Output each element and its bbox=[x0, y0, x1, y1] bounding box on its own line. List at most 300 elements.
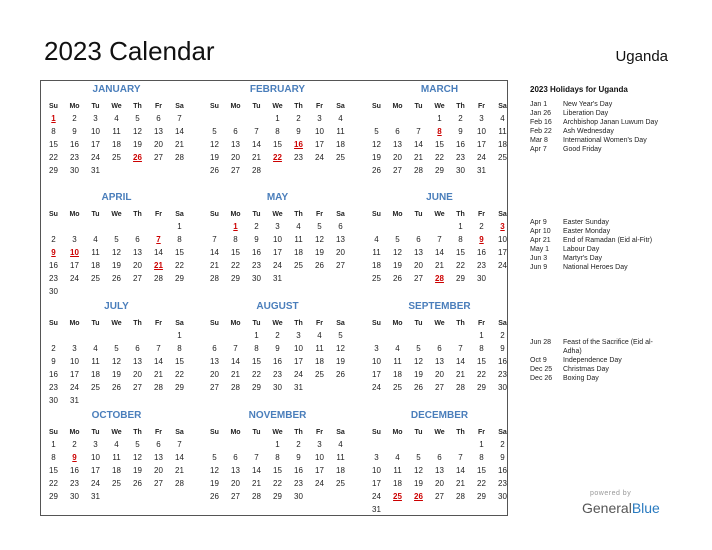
empty-day bbox=[408, 220, 429, 233]
day-cell: 21 bbox=[175, 140, 184, 149]
day-cell: 14 bbox=[435, 248, 444, 257]
day-cell: 17 bbox=[70, 261, 79, 270]
day-cell: 6 bbox=[233, 453, 238, 462]
day-cell: 3 bbox=[374, 344, 379, 353]
empty-day bbox=[43, 329, 64, 342]
day-cell: 7 bbox=[177, 114, 182, 123]
day-cell: 6 bbox=[437, 344, 442, 353]
day-cell: 25 bbox=[112, 153, 121, 162]
day-cell: 21 bbox=[435, 261, 444, 270]
day-cell: 27 bbox=[435, 492, 444, 501]
day-cell: 28 bbox=[154, 383, 163, 392]
empty-day bbox=[43, 220, 64, 233]
holiday-row bbox=[530, 136, 670, 145]
day-cell: 17 bbox=[273, 248, 282, 257]
weekday-label: Th bbox=[133, 103, 142, 110]
day-cell: 24 bbox=[70, 383, 79, 392]
day-cell: 16 bbox=[49, 370, 58, 379]
day-cell: 18 bbox=[315, 357, 324, 366]
day-cell: 2 bbox=[72, 114, 77, 123]
day-cell: 4 bbox=[93, 344, 98, 353]
day-cell: 23 bbox=[70, 479, 79, 488]
weekday-label: Sa bbox=[336, 320, 345, 327]
day-cell: 30 bbox=[70, 166, 79, 175]
weekday-label: Mo bbox=[230, 429, 241, 436]
empty-day bbox=[246, 438, 267, 451]
day-cell: 20 bbox=[210, 370, 219, 379]
month-november bbox=[204, 410, 351, 503]
weekday-label: We bbox=[272, 211, 283, 218]
day-cell: 16 bbox=[498, 466, 507, 475]
weekday-label: Sa bbox=[498, 103, 507, 110]
holiday-row bbox=[530, 263, 670, 272]
weekday-header bbox=[366, 427, 513, 438]
days-grid bbox=[43, 220, 190, 298]
weekday-header bbox=[204, 209, 351, 220]
holiday-name: Christmas Day bbox=[563, 366, 609, 373]
day-cell: 13 bbox=[435, 357, 444, 366]
day-cell: 12 bbox=[133, 453, 142, 462]
day-cell: 6 bbox=[212, 344, 217, 353]
day-cell: 10 bbox=[477, 127, 486, 136]
day-cell: 5 bbox=[212, 453, 217, 462]
day-cell: 27 bbox=[133, 383, 142, 392]
weekday-label: Th bbox=[294, 211, 303, 218]
empty-day bbox=[204, 329, 225, 342]
weekday-label: Su bbox=[49, 320, 58, 327]
holiday-date: Jun 9 bbox=[530, 264, 548, 271]
day-cell: 1 bbox=[275, 440, 280, 449]
weekday-label: We bbox=[434, 320, 445, 327]
weekday-label: Su bbox=[372, 103, 381, 110]
day-cell: 9 bbox=[296, 127, 301, 136]
day-cell: 19 bbox=[112, 261, 121, 270]
month-march bbox=[366, 84, 513, 177]
month-name: SEPTEMBER bbox=[408, 301, 471, 312]
day-cell: 16 bbox=[456, 140, 465, 149]
day-cell: 21 bbox=[456, 370, 465, 379]
day-cell: 22 bbox=[175, 261, 184, 270]
day-cell: 10 bbox=[91, 127, 100, 136]
day-cell: 1 bbox=[437, 114, 442, 123]
empty-day bbox=[450, 329, 471, 342]
day-cell: 19 bbox=[336, 357, 345, 366]
day-cell: 19 bbox=[133, 466, 142, 475]
weekday-label: We bbox=[111, 429, 122, 436]
day-cell: 4 bbox=[114, 440, 119, 449]
day-cell: 15 bbox=[49, 466, 58, 475]
holiday-list-2 bbox=[530, 218, 670, 272]
day-cell: 22 bbox=[435, 153, 444, 162]
day-cell: 27 bbox=[393, 166, 402, 175]
day-cell: 2 bbox=[458, 114, 463, 123]
day-cell: 14 bbox=[154, 357, 163, 366]
day-cell: 24 bbox=[91, 153, 100, 162]
day-cell: 29 bbox=[435, 166, 444, 175]
day-cell: 12 bbox=[210, 140, 219, 149]
day-cell: 28 bbox=[175, 153, 184, 162]
day-cell: 18 bbox=[336, 140, 345, 149]
day-cell: 14 bbox=[252, 466, 261, 475]
day-cell: 21 bbox=[414, 153, 423, 162]
day-cell: 22 bbox=[273, 479, 282, 488]
day-cell: 7 bbox=[156, 344, 161, 353]
empty-day bbox=[366, 438, 387, 451]
day-cell: 14 bbox=[154, 248, 163, 257]
weekday-label: Su bbox=[210, 429, 219, 436]
day-cell: 30 bbox=[498, 383, 507, 392]
day-cell: 9 bbox=[500, 344, 505, 353]
day-cell: 24 bbox=[477, 153, 486, 162]
day-cell: 24 bbox=[91, 479, 100, 488]
day-cell: 12 bbox=[315, 235, 324, 244]
month-name: MAY bbox=[266, 192, 289, 203]
day-cell: 2 bbox=[51, 235, 56, 244]
day-cell: 11 bbox=[112, 453, 121, 462]
holiday-day: 9 bbox=[51, 248, 56, 257]
day-cell: 24 bbox=[372, 492, 381, 501]
day-cell: 18 bbox=[393, 479, 402, 488]
day-cell: 17 bbox=[70, 370, 79, 379]
day-cell: 12 bbox=[336, 344, 345, 353]
empty-day bbox=[246, 112, 267, 125]
day-cell: 22 bbox=[252, 370, 261, 379]
day-cell: 12 bbox=[112, 248, 121, 257]
day-cell: 15 bbox=[231, 248, 240, 257]
day-cell: 30 bbox=[294, 492, 303, 501]
holiday-name: National Heroes Day bbox=[563, 264, 628, 271]
day-cell: 22 bbox=[231, 261, 240, 270]
day-cell: 7 bbox=[233, 344, 238, 353]
day-cell: 12 bbox=[372, 140, 381, 149]
day-cell: 4 bbox=[338, 440, 343, 449]
holiday-date: Dec 26 bbox=[530, 375, 553, 382]
day-cell: 2 bbox=[254, 222, 259, 231]
holiday-day: 8 bbox=[437, 127, 442, 136]
days-grid bbox=[366, 112, 513, 177]
day-cell: 12 bbox=[414, 357, 423, 366]
weekday-label: Mo bbox=[69, 211, 80, 218]
day-cell: 4 bbox=[395, 453, 400, 462]
weekday-label: Sa bbox=[175, 429, 184, 436]
weekday-label: Su bbox=[372, 429, 381, 436]
day-cell: 15 bbox=[273, 140, 282, 149]
day-cell: 19 bbox=[133, 140, 142, 149]
weekday-label: Mo bbox=[69, 429, 80, 436]
day-cell: 11 bbox=[372, 248, 381, 257]
weekday-label: Sa bbox=[498, 429, 507, 436]
day-cell: 10 bbox=[70, 357, 79, 366]
day-cell: 25 bbox=[498, 153, 507, 162]
day-cell: 10 bbox=[498, 235, 507, 244]
day-cell: 18 bbox=[91, 261, 100, 270]
month-august bbox=[204, 301, 351, 394]
day-cell: 25 bbox=[112, 479, 121, 488]
day-cell: 4 bbox=[114, 114, 119, 123]
day-cell: 13 bbox=[133, 357, 142, 366]
day-cell: 14 bbox=[414, 140, 423, 149]
weekday-label: Fr bbox=[155, 429, 162, 436]
holiday-row bbox=[530, 356, 670, 365]
holiday-date: Feb 16 bbox=[530, 119, 552, 126]
holiday-day: 9 bbox=[72, 453, 77, 462]
day-cell: 8 bbox=[479, 344, 484, 353]
weekday-label: Su bbox=[49, 429, 58, 436]
holiday-date: May 1 bbox=[530, 246, 550, 253]
weekday-header bbox=[43, 101, 190, 112]
holiday-row bbox=[530, 227, 670, 236]
weekday-label: Tu bbox=[252, 103, 261, 110]
holiday-name: Easter Monday bbox=[563, 228, 611, 235]
day-cell: 1 bbox=[275, 114, 280, 123]
holiday-list-3 bbox=[530, 338, 670, 383]
day-cell: 25 bbox=[294, 261, 303, 270]
weekday-label: Sa bbox=[498, 320, 507, 327]
holiday-row bbox=[530, 118, 670, 127]
holiday-row bbox=[530, 374, 670, 383]
weekday-label: Th bbox=[456, 103, 465, 110]
weekday-header bbox=[204, 318, 351, 329]
day-cell: 8 bbox=[51, 453, 56, 462]
day-cell: 5 bbox=[135, 440, 140, 449]
day-cell: 5 bbox=[135, 114, 140, 123]
holiday-name: International Women's Day bbox=[563, 137, 647, 144]
day-cell: 26 bbox=[372, 166, 381, 175]
day-cell: 23 bbox=[49, 383, 58, 392]
day-cell: 21 bbox=[154, 370, 163, 379]
holiday-date: Feb 22 bbox=[530, 128, 552, 135]
weekday-label: Su bbox=[372, 211, 381, 218]
holiday-date: Apr 7 bbox=[530, 146, 547, 153]
weekday-header bbox=[43, 318, 190, 329]
day-cell: 25 bbox=[393, 383, 402, 392]
day-cell: 19 bbox=[414, 370, 423, 379]
day-cell: 21 bbox=[210, 261, 219, 270]
empty-day bbox=[106, 220, 127, 233]
holidays-title: 2023 Holidays for Uganda bbox=[530, 85, 628, 94]
holiday-day: 10 bbox=[70, 248, 79, 257]
day-cell: 19 bbox=[372, 153, 381, 162]
day-cell: 28 bbox=[414, 166, 423, 175]
holiday-row bbox=[530, 245, 670, 254]
day-cell: 31 bbox=[70, 396, 79, 405]
day-cell: 11 bbox=[91, 357, 100, 366]
day-cell: 30 bbox=[273, 383, 282, 392]
day-cell: 14 bbox=[456, 466, 465, 475]
day-cell: 4 bbox=[374, 235, 379, 244]
day-cell: 4 bbox=[338, 114, 343, 123]
day-cell: 27 bbox=[414, 274, 423, 283]
holiday-day: 1 bbox=[51, 114, 56, 123]
day-cell: 30 bbox=[49, 396, 58, 405]
weekday-label: Mo bbox=[392, 103, 403, 110]
brand-part-blue: Blue bbox=[631, 500, 660, 516]
day-cell: 17 bbox=[498, 248, 507, 257]
day-cell: 27 bbox=[231, 492, 240, 501]
day-cell: 25 bbox=[372, 274, 381, 283]
day-cell: 19 bbox=[393, 261, 402, 270]
day-cell: 23 bbox=[273, 370, 282, 379]
day-cell: 8 bbox=[177, 235, 182, 244]
day-cell: 27 bbox=[210, 383, 219, 392]
day-cell: 16 bbox=[70, 140, 79, 149]
day-cell: 5 bbox=[317, 222, 322, 231]
day-cell: 7 bbox=[458, 344, 463, 353]
holiday-name: End of Ramadan (Eid al-Fitr) bbox=[563, 237, 653, 244]
day-cell: 26 bbox=[112, 383, 121, 392]
day-cell: 30 bbox=[70, 492, 79, 501]
weekday-label: Th bbox=[294, 103, 303, 110]
weekday-label: We bbox=[434, 211, 445, 218]
day-cell: 15 bbox=[252, 357, 261, 366]
holiday-row bbox=[530, 109, 670, 118]
holiday-day: 22 bbox=[273, 153, 282, 162]
day-cell: 17 bbox=[315, 140, 324, 149]
holiday-name: Labour Day bbox=[563, 246, 600, 253]
holiday-day: 3 bbox=[500, 222, 505, 231]
day-cell: 23 bbox=[477, 261, 486, 270]
weekday-label: Th bbox=[133, 320, 142, 327]
holiday-name: Archbishop Janan Luwum Day bbox=[563, 119, 658, 126]
weekday-label: Sa bbox=[336, 103, 345, 110]
day-cell: 20 bbox=[435, 479, 444, 488]
holiday-name: Good Friday bbox=[563, 146, 602, 153]
day-cell: 24 bbox=[273, 261, 282, 270]
empty-day bbox=[429, 329, 450, 342]
day-cell: 26 bbox=[112, 274, 121, 283]
day-cell: 4 bbox=[317, 331, 322, 340]
days-grid bbox=[204, 329, 351, 394]
day-cell: 17 bbox=[315, 466, 324, 475]
day-cell: 6 bbox=[338, 222, 343, 231]
day-cell: 11 bbox=[336, 127, 345, 136]
weekday-label: Fr bbox=[316, 211, 323, 218]
day-cell: 2 bbox=[51, 344, 56, 353]
day-cell: 24 bbox=[372, 383, 381, 392]
day-cell: 8 bbox=[275, 453, 280, 462]
day-cell: 18 bbox=[372, 261, 381, 270]
day-cell: 20 bbox=[414, 261, 423, 270]
empty-day bbox=[85, 220, 106, 233]
empty-day bbox=[387, 438, 408, 451]
day-cell: 5 bbox=[114, 344, 119, 353]
day-cell: 28 bbox=[456, 383, 465, 392]
month-name: MARCH bbox=[420, 84, 459, 95]
day-cell: 8 bbox=[458, 235, 463, 244]
holiday-date: Apr 9 bbox=[530, 219, 547, 226]
day-cell: 23 bbox=[456, 153, 465, 162]
day-cell: 1 bbox=[177, 331, 182, 340]
empty-day bbox=[204, 112, 225, 125]
days-grid bbox=[43, 112, 190, 177]
month-october bbox=[43, 410, 190, 503]
holiday-row bbox=[530, 236, 670, 245]
day-cell: 14 bbox=[175, 127, 184, 136]
day-cell: 16 bbox=[477, 248, 486, 257]
day-cell: 26 bbox=[315, 261, 324, 270]
day-cell: 1 bbox=[177, 222, 182, 231]
day-cell: 6 bbox=[135, 235, 140, 244]
month-september bbox=[366, 301, 513, 394]
day-cell: 15 bbox=[435, 140, 444, 149]
weekday-label: Fr bbox=[316, 429, 323, 436]
holiday-row bbox=[530, 145, 670, 154]
day-cell: 5 bbox=[395, 235, 400, 244]
day-cell: 16 bbox=[252, 248, 261, 257]
day-cell: 13 bbox=[336, 235, 345, 244]
weekday-label: Th bbox=[133, 429, 142, 436]
weekday-label: Th bbox=[133, 211, 142, 218]
day-cell: 9 bbox=[458, 127, 463, 136]
generalblue-logo[interactable] bbox=[582, 500, 660, 516]
day-cell: 6 bbox=[135, 344, 140, 353]
empty-day bbox=[429, 438, 450, 451]
day-cell: 19 bbox=[210, 153, 219, 162]
day-cell: 28 bbox=[252, 166, 261, 175]
day-cell: 23 bbox=[49, 274, 58, 283]
weekday-header bbox=[204, 101, 351, 112]
weekday-label: Th bbox=[456, 211, 465, 218]
day-cell: 26 bbox=[393, 274, 402, 283]
day-cell: 28 bbox=[252, 492, 261, 501]
day-cell: 25 bbox=[336, 479, 345, 488]
day-cell: 17 bbox=[372, 370, 381, 379]
month-may bbox=[204, 192, 351, 285]
weekday-label: Fr bbox=[155, 103, 162, 110]
empty-day bbox=[387, 220, 408, 233]
holiday-name: Boxing Day bbox=[563, 375, 599, 382]
day-cell: 23 bbox=[498, 479, 507, 488]
day-cell: 10 bbox=[294, 344, 303, 353]
empty-day bbox=[106, 329, 127, 342]
day-cell: 20 bbox=[231, 479, 240, 488]
day-cell: 2 bbox=[275, 331, 280, 340]
day-cell: 26 bbox=[210, 492, 219, 501]
day-cell: 4 bbox=[93, 235, 98, 244]
day-cell: 7 bbox=[254, 453, 259, 462]
month-name: FEBRUARY bbox=[249, 84, 306, 95]
weekday-label: Su bbox=[49, 103, 58, 110]
holiday-day: 28 bbox=[435, 274, 444, 283]
day-cell: 30 bbox=[456, 166, 465, 175]
weekday-label: Mo bbox=[392, 211, 403, 218]
day-cell: 3 bbox=[317, 440, 322, 449]
days-grid bbox=[366, 329, 513, 394]
day-cell: 20 bbox=[393, 153, 402, 162]
day-cell: 26 bbox=[133, 479, 142, 488]
day-cell: 15 bbox=[49, 140, 58, 149]
day-cell: 2 bbox=[296, 440, 301, 449]
day-cell: 2 bbox=[479, 222, 484, 231]
day-cell: 6 bbox=[156, 440, 161, 449]
holiday-row bbox=[530, 365, 670, 374]
weekday-label: Tu bbox=[91, 211, 100, 218]
day-cell: 2 bbox=[296, 114, 301, 123]
day-cell: 17 bbox=[477, 140, 486, 149]
day-cell: 11 bbox=[91, 248, 100, 257]
page-title: 2023 Calendar bbox=[44, 36, 215, 66]
day-cell: 30 bbox=[498, 492, 507, 501]
empty-day bbox=[408, 112, 429, 125]
powered-by-label: powered by bbox=[590, 490, 632, 497]
day-cell: 29 bbox=[456, 274, 465, 283]
day-cell: 13 bbox=[154, 127, 163, 136]
day-cell: 14 bbox=[175, 453, 184, 462]
day-cell: 5 bbox=[374, 127, 379, 136]
holiday-row bbox=[530, 100, 670, 109]
day-cell: 27 bbox=[154, 479, 163, 488]
days-grid bbox=[204, 220, 351, 285]
